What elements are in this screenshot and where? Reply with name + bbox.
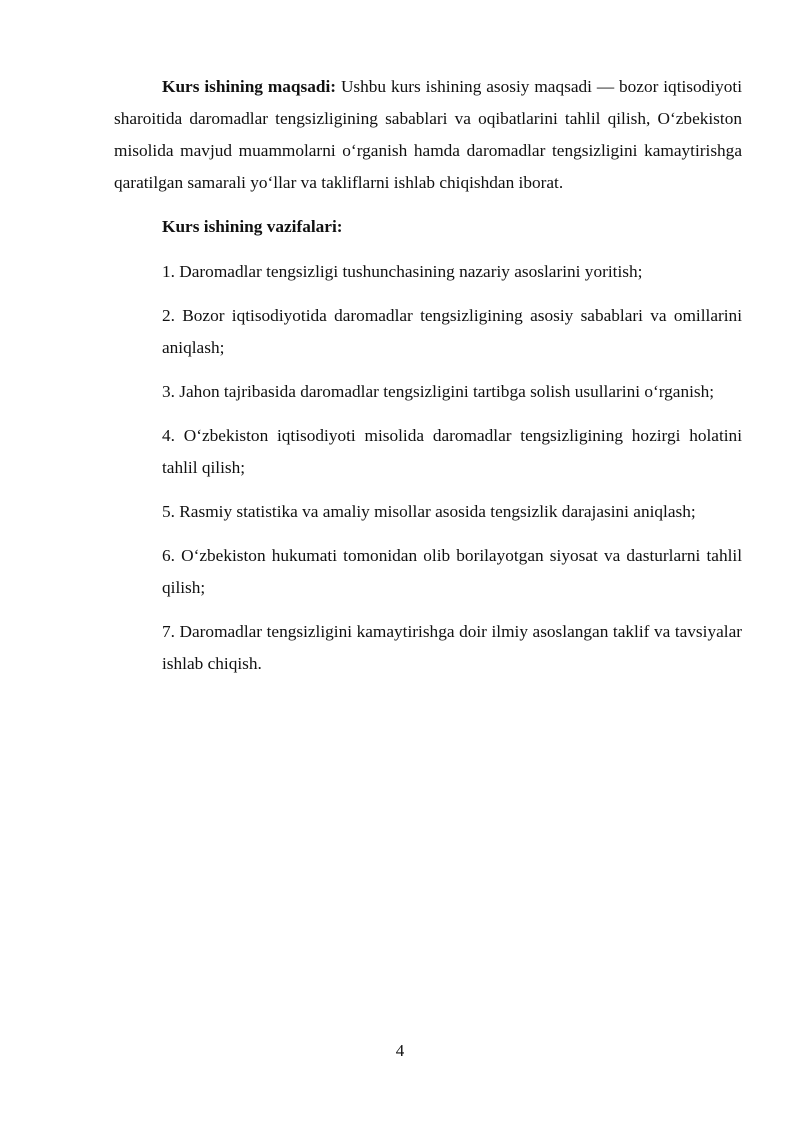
page-number: 4	[395, 1041, 405, 1060]
tasks-heading: Kurs ishining vazifalari:	[162, 217, 343, 236]
task-item: 6. O‘zbekiston hukumati tomonidan olib borilayotgan siyosat va dasturlarni tahlil qilish;	[162, 546, 742, 597]
task-item: 7. Daromadlar tengsizligini kamaytirishga doir ilmiy asoslangan taklif va tavsiyalar ishlab chiqish.	[162, 622, 742, 673]
task-item: 2. Bozor iqtisodiyotida daromadlar tengsizligining asosiy sabablari va omillarini aniqlash;	[162, 306, 742, 357]
purpose-paragraph	[114, 71, 742, 199]
task-item: 3. Jahon tajribasida daromadlar tengsizligini tartibga solish usullarini o‘rganish;	[162, 382, 715, 401]
purpose-label: Kurs ishining maqsadi:	[162, 77, 337, 96]
task-item: 5. Rasmiy statistika va amaliy misollar asosida tengsizlik darajasini aniqlash;	[162, 502, 696, 521]
task-item: 1. Daromadlar tengsizligi tushunchasining nazariy asoslarini yoritish;	[162, 262, 643, 281]
task-item: 4. O‘zbekiston iqtisodiyoti misolida daromadlar tengsizligining hozirgi holatini tahlil qilish;	[162, 426, 742, 477]
purpose-text: Ushbu kurs ishining asosiy maqsadi — bozor iqtisodiyoti sharoitida daromadlar tengsizligining sabablari va oqibatlarini tahlil qilish, O‘zbekiston misolida mavjud muammolarni o‘rganish hamda daromadlar tengsizligini kamaytirishga qaratilgan samarali yo‘llar va takliflarni ishlab chiqishdan iborat.	[114, 77, 742, 192]
page-content	[114, 71, 742, 692]
